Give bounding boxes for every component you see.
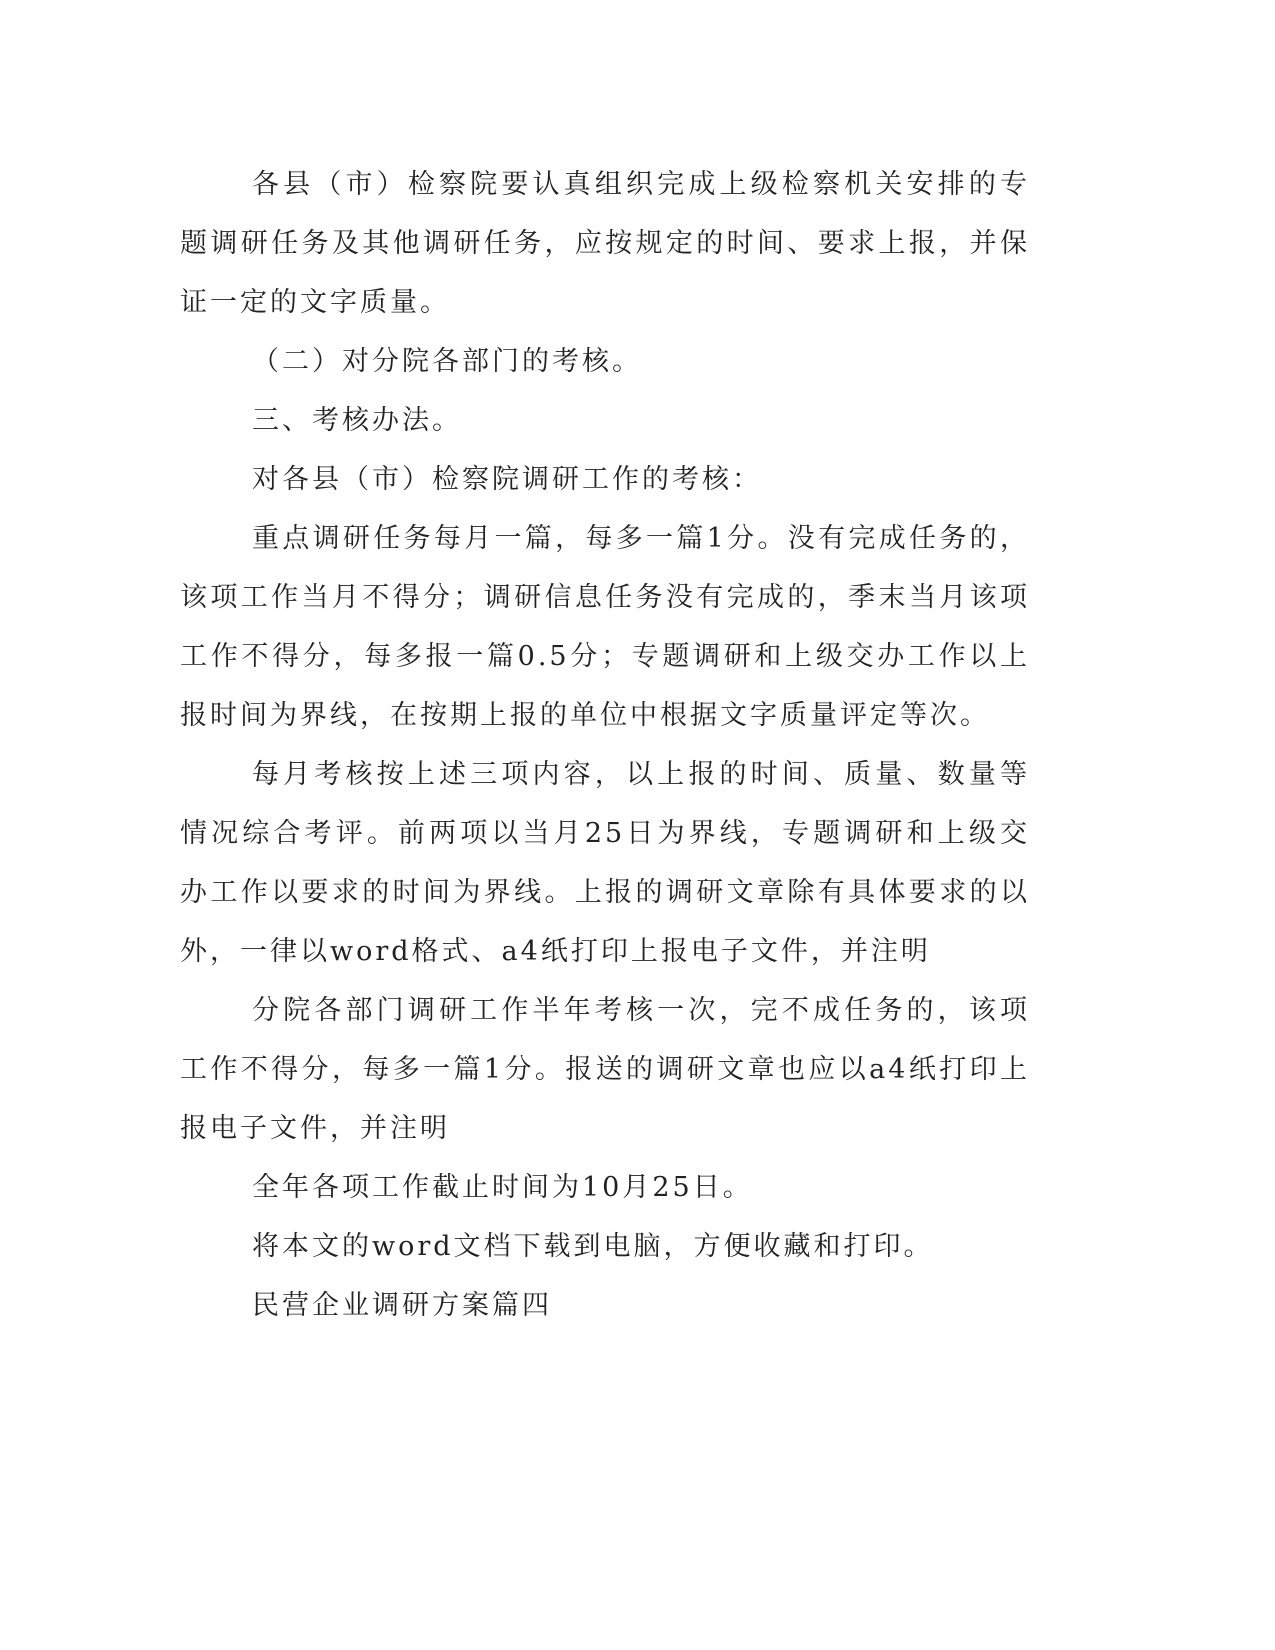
document-body — [180, 155, 1030, 1335]
paragraph-department-assessment: 分院各部门调研工作半年考核一次，完不成任务的，该项工作不得分，每多一篇1分。报送的调研文章也应以a4纸打印上报电子文件，并注明 — [180, 995, 1030, 1144]
paragraph-intro: 各县（市）检察院要认真组织完成上级检察机关安排的专题调研任务及其他调研任务，应按规定的时间、要求上报，并保证一定的文字质量。 — [180, 169, 1030, 318]
paragraph-key-tasks: 重点调研任务每月一篇，每多一篇1分。没有完成任务的，该项工作当月不得分；调研信息任务没有完成的，季末当月该项工作不得分，每多报一篇0.5分；专题调研和上级交办工作以上报时间为界线，在按期上报的单位中根据文字质量评定等次。 — [180, 523, 1030, 731]
paragraph-heading-3: 三、考核办法。 — [252, 405, 462, 436]
paragraph-monthly-assessment: 每月考核按上述三项内容，以上报的时间、质量、数量等情况综合考评。前两项以当月25日为界线，专题调研和上级交办工作以要求的时间为界线。上报的调研文章除有具体要求的以外，一律以word格式、a4纸打印上报电子文件，并注明 — [180, 759, 1030, 967]
paragraph-deadline: 全年各项工作截止时间为10月25日。 — [252, 1172, 753, 1203]
paragraph-next-title: 民营企业调研方案篇四 — [252, 1290, 552, 1321]
paragraph-section-2: （二）对分院各部门的考核。 — [252, 346, 642, 377]
paragraph-download-note: 将本文的word文档下载到电脑，方便收藏和打印。 — [252, 1231, 934, 1262]
paragraph-county-assessment: 对各县（市）检察院调研工作的考核： — [252, 464, 762, 495]
